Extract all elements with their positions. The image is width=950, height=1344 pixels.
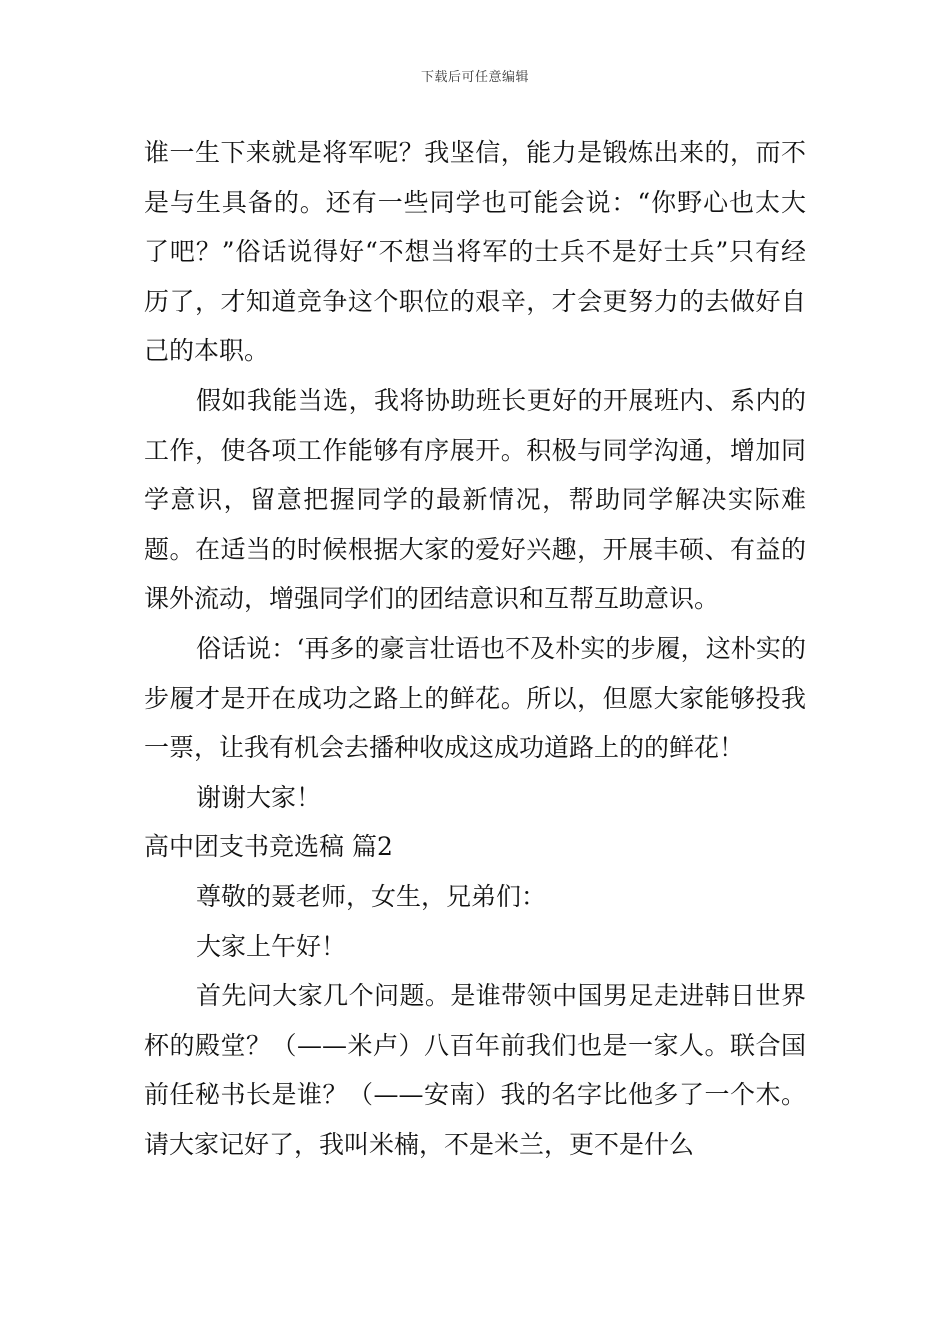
document-body: [144, 128, 806, 1169]
section-heading: 高中团支书竞选稿 篇2: [144, 832, 393, 862]
paragraph-continuation: 谁一生下来就是将军呢？我坚信，能力是锻炼出来的，而不是与生具备的。还有一些同学也可能会说：“你野心也太大了吧？”俗话说得好“不想当将军的士兵不是好士兵”只有经历了，才知道竞争这个职位的艰辛，才会更努力的去做好自己的本职。: [144, 138, 806, 366]
paragraph-questions: 首先问大家几个问题。是谁带领中国男足走进韩日世界杯的殿堂？（——米卢）八百年前我们也是一家人。联合国前任秘书长是谁？（——安南）我的名字比他多了一个木。请大家记好了，我叫米楠，不是米兰，更不是什么: [144, 981, 806, 1159]
paragraph-good-morning: 大家上午好！: [196, 931, 347, 961]
paragraph-saying: 俗话说：‘再多的豪言壮语也不及朴实的步履，这朴实的步履才是开在成功之路上的鲜花。所以，但愿大家能够投我一票，让我有机会去播种收成这成功道路上的的鲜花！: [144, 633, 806, 763]
paragraph-thanks: 谢谢大家！: [196, 782, 322, 812]
page-header-note: 下载后可任意编辑: [420, 70, 529, 85]
paragraph-greeting: 尊敬的聂老师，女生，兄弟们：: [196, 881, 547, 911]
paragraph-election-plan: 假如我能当选，我将协助班长更好的开展班内、系内的工作，使各项工作能够有序展开。积极与同学沟通，增加同学意识，留意把握同学的最新情况，帮助同学解决实际难题。在适当的时候根据大家的爱好兴趣，开展丰硕、有益的课外流动，增强同学们的团结意识和互帮互助意识。: [144, 385, 806, 614]
